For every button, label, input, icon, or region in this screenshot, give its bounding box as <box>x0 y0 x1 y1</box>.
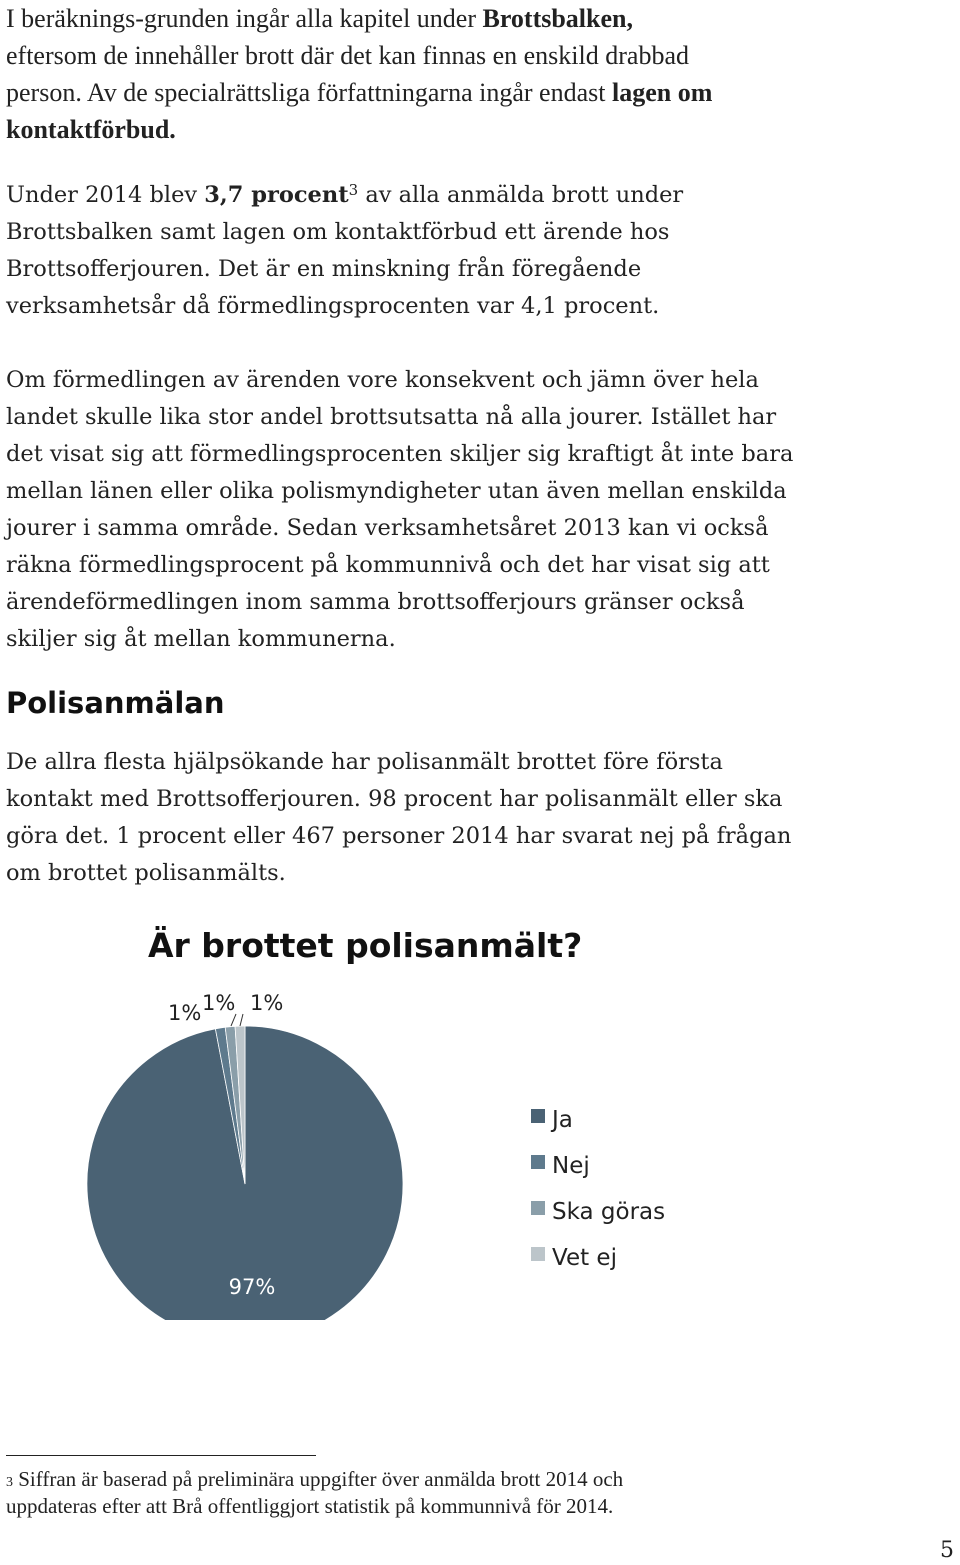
paragraph-line: De allra flesta hjälpsökande har polisanmält brottet före första <box>6 749 723 775</box>
paragraph-line: ärendeförmedlingen inom samma brottsofferjours gränser också <box>6 589 745 615</box>
paragraph-line: Om förmedlingen av ärenden vore konsekvent och jämn över hela <box>6 367 759 393</box>
legend-swatch <box>531 1109 545 1123</box>
legend-label: Ska göras <box>552 1199 666 1225</box>
chart-title: Är brottet polisanmält? <box>148 926 583 965</box>
intro-paragraph <box>6 0 946 148</box>
stat-text: Under 2014 blev <box>6 182 205 208</box>
intro-bold-term: Brottsbalken, <box>482 4 633 33</box>
statistics-paragraph <box>6 177 946 325</box>
page-number: 5 <box>940 1538 954 1563</box>
legend-label: Nej <box>552 1153 590 1179</box>
footnote-text: uppdateras efter att Brå offentliggjort statistik på kommunnivå för 2014. <box>6 1494 614 1518</box>
paragraph-line: räkna förmedlingsprocent på kommunnivå och det har visat sig att <box>6 552 770 578</box>
paragraph-line: göra det. 1 procent eller 467 personer 2014 har svarat nej på frågan <box>6 823 792 849</box>
section-heading: Polisanmälan <box>6 686 225 720</box>
intro-text: I beräknings-grunden ingår alla kapitel under <box>6 4 483 33</box>
pie-chart-svg <box>0 900 960 1320</box>
paragraph-line: kontakt med Brottsofferjouren. 98 procent har polisanmält eller ska <box>6 786 783 812</box>
footnote-divider <box>6 1455 316 1456</box>
legend-swatch <box>531 1247 545 1261</box>
intro-text: eftersom de innehåller brott där det kan finnas en enskild drabbad <box>6 41 689 70</box>
paragraph-line: mellan länen eller olika polismyndigheter utan även mellan enskilda <box>6 478 787 504</box>
stat-text: Brottsofferjouren. Det är en minskning från föregående <box>6 256 642 282</box>
stat-text: verksamhetsår då förmedlingsprocenten var 4,1 procent. <box>6 293 660 319</box>
legend-swatch <box>531 1201 545 1215</box>
label-leader-line <box>240 1014 243 1026</box>
legend-swatch <box>531 1155 545 1169</box>
police-report-paragraph <box>6 744 946 892</box>
stat-text: av alla anmälda brott under <box>358 182 684 208</box>
paragraph-line: det visat sig att förmedlingsprocenten skiljer sig kraftigt åt inte bara <box>6 441 794 467</box>
intro-bold-term: kontaktförbud. <box>6 115 176 144</box>
paragraph-line: om brottet polisanmälts. <box>6 860 286 886</box>
paragraph-line: skiljer sig åt mellan kommunerna. <box>6 626 396 652</box>
intro-text: person. Av de specialrättsliga författningarna ingår endast <box>6 78 612 107</box>
paragraph-line: jourer i samma område. Sedan verksamhetsåret 2013 kan vi också <box>6 515 769 541</box>
stat-bold-value: 3,7 procent <box>204 182 349 208</box>
legend-label: Ja <box>552 1107 573 1133</box>
legend-label: Vet ej <box>552 1245 617 1271</box>
data-label: 1% <box>168 1001 202 1025</box>
label-leader-line <box>231 1014 236 1026</box>
intro-bold-term: lagen om <box>611 78 713 107</box>
paragraph-line: landet skulle lika stor andel brottsutsatta nå alla jourer. Istället har <box>6 404 777 430</box>
pie-chart <box>0 900 960 1320</box>
data-label: 97% <box>228 1275 276 1299</box>
footnote-text: Siffran är baserad på preliminära uppgifter över anmälda brott 2014 och <box>13 1467 624 1491</box>
footnote-marker: 3 <box>6 1475 13 1490</box>
data-label: 1% <box>250 991 284 1015</box>
footnote <box>6 1466 946 1520</box>
footnote-reference: 3 <box>348 181 359 199</box>
data-label: 1% <box>202 991 236 1015</box>
stat-text: Brottsbalken samt lagen om kontaktförbud ett ärende hos <box>6 219 670 245</box>
distribution-paragraph <box>6 362 956 658</box>
